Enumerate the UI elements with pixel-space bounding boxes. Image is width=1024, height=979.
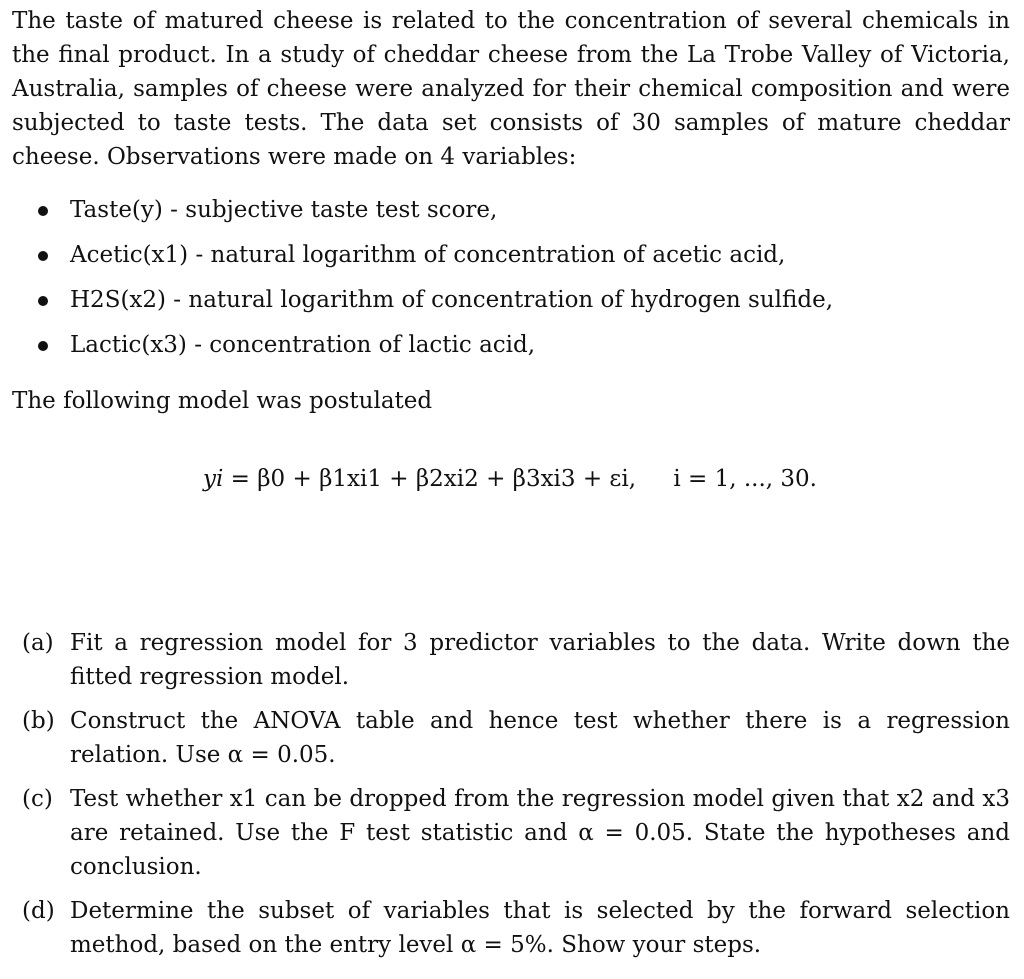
variable-list (12, 188, 1010, 368)
variable-name: H2S(x2) (70, 287, 166, 313)
list-item (32, 233, 1010, 278)
question-text: Determine the subset of variables that is selected by the forward selection method, based on the entry level α = 5%. Show your steps. (70, 898, 1010, 958)
bullet-icon (38, 296, 48, 306)
variable-name: Acetic(x1) (70, 242, 189, 268)
question-d (12, 894, 1010, 962)
list-item (32, 278, 1010, 323)
equation-index: i = 1, ..., 30. (673, 466, 817, 492)
question-text: Test whether x1 can be dropped from the regression model given that x2 and x3 are retained. Use the F test statistic and α = 0.05. State the hypotheses and conclusion. (70, 786, 1010, 880)
document (12, 4, 1010, 972)
variable-name: Lactic(x3) (70, 332, 187, 358)
model-intro: The following model was postulated (12, 388, 433, 414)
list-item (32, 323, 1010, 368)
variable-desc: - natural logarithm of concentration of acetic acid, (188, 242, 786, 268)
question-label: (c) (22, 786, 53, 812)
intro-paragraph: The taste of matured cheese is related to the concentration of several chemicals in the final product. In a study of cheddar cheese from the La Trobe Valley of Victoria, Australia, samples of cheese were analyzed for their chemical composition and were subjected to taste tests. The data set consists of 30 samples of mature cheddar cheese. Observations were made on 4 variables: (12, 8, 1010, 170)
question-list (12, 626, 1010, 962)
bullet-icon (38, 251, 48, 261)
list-item (32, 188, 1010, 233)
question-label: (b) (22, 708, 55, 734)
variable-desc: - natural logarithm of concentration of hydrogen sulfide, (166, 287, 834, 313)
bullet-icon (38, 341, 48, 351)
question-text: Construct the ANOVA table and hence test whether there is a regression relation. Use α = 0.05. (70, 708, 1010, 768)
question-a (12, 626, 1010, 694)
equation-rhs: = β0 + β1xi1 + β2xi2 + β3xi3 + εi, (230, 466, 637, 492)
question-c (12, 782, 1010, 884)
question-text: Fit a regression model for 3 predictor variables to the data. Write down the fitted regression model. (70, 630, 1010, 690)
variable-desc: - concentration of lactic acid, (186, 332, 536, 358)
question-label: (d) (22, 898, 55, 924)
variable-desc: - subjective taste test score, (162, 197, 498, 223)
equation-lhs: yi (203, 466, 224, 492)
question-b (12, 704, 1010, 772)
question-label: (a) (22, 630, 54, 656)
bullet-icon (38, 206, 48, 216)
variable-name: Taste(y) (70, 197, 163, 223)
model-equation (12, 462, 1010, 496)
